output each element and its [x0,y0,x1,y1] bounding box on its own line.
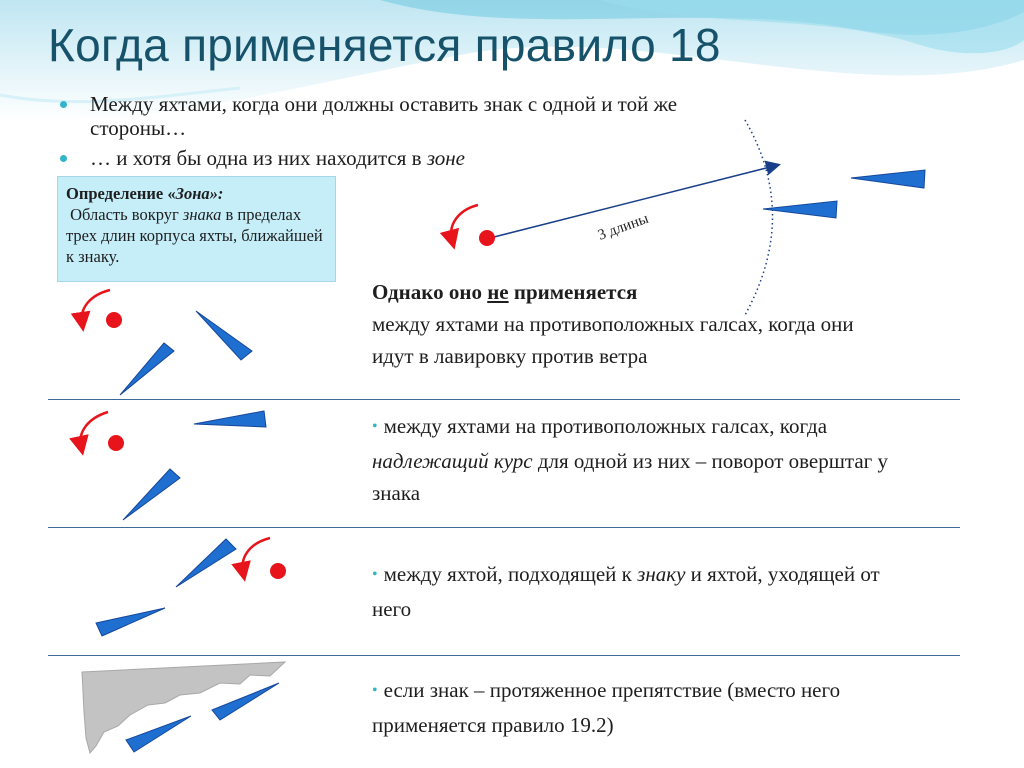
mark-icon [108,435,124,451]
section-text: и яхтой, уходящей от него [372,562,880,621]
boat-icon [763,201,837,218]
boat-icon [176,539,236,587]
bullet-dot-icon: • [372,566,378,583]
section-heading-text: применяется [508,280,638,304]
bullet-text: … и хотя бы одна из них находится в [90,146,427,170]
bullet-text: Между яхтами, когда они должны оставить знак с одной и той же стороны… [90,92,678,140]
boat-icon [212,683,279,720]
mark-icon [106,312,122,328]
mark-icon [270,563,286,579]
section-text: если знак – протяженное препятствие (вместо него применяется правило 19.2) [372,678,841,737]
section-approaching-leaving [372,558,902,625]
section-text: для одной из них – поворот оверштаг у знака [372,449,889,505]
diagram-approaching-leaving [96,538,286,636]
section-upwind [372,276,972,372]
definition-text-part: в пределах трех длин корпуса яхты, ближайшей к знаку. [66,205,323,266]
section-term: надлежащий курс [372,449,533,473]
diagram-continuing-obstruction [82,662,285,753]
slide-title: Когда применяется правило 18 [48,19,721,71]
definition-text-part: Область вокруг [70,205,183,224]
rounding-arrow-icon [80,412,108,446]
section-divider [48,399,960,400]
rounding-arrow-icon [242,538,270,572]
section-term: знаку [637,562,686,586]
bullet-dot-icon: • [372,682,378,699]
section-heading-text: Однако оно [372,280,488,304]
definition-heading-text: Определение « [66,184,176,203]
definition-heading-term: Зона»: [175,184,224,203]
rounding-arrow-icon [82,290,110,322]
boat-icon [194,411,266,427]
obstruction-shape [82,662,285,753]
section-heading-negation: не [487,280,509,304]
section-text: между яхтами на противоположных галсах, когда они идут в лавировку против ветра [372,312,854,368]
boat-icon [123,469,180,520]
diagram-opposite-tacks-upwind [82,290,252,395]
zone-distance-label: 3 длины [595,210,651,244]
section-proper-course [372,410,912,509]
boat-icon [120,343,174,395]
section-divider [48,527,960,528]
section-text: между яхтой, подходящей к [383,562,638,586]
mark-icon [479,230,495,246]
bullet-emphasis: зоне [426,146,465,170]
diagram-proper-course-tack [80,411,266,520]
definition-term: знака [182,205,222,224]
section-divider [48,655,960,656]
rounding-arrow-icon [451,205,478,240]
boat-icon [126,716,191,752]
section-text: между яхтами на противоположных галсах, когда [383,414,828,438]
section-obstruction [372,674,852,741]
bullet-dot-icon: • [372,418,378,435]
section-heading [372,276,972,308]
boat-icon [196,311,252,360]
boat-icon [96,608,165,636]
boat-icon [851,170,925,188]
